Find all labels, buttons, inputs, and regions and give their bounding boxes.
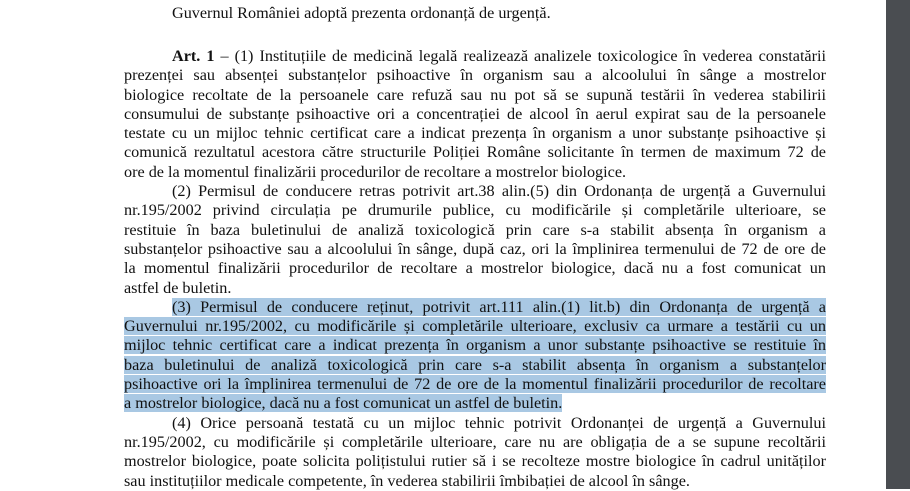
line-content <box>172 182 826 200</box>
line-content <box>172 298 826 316</box>
text-line[interactable] <box>124 143 826 162</box>
line-content <box>172 414 826 432</box>
line-content <box>172 4 551 22</box>
line-text: Guvernului nr.195/2002, cu modificările și completările ulterioare, exclusiv ca urmare a testării cu un <box>124 317 826 336</box>
line-text: testate cu un mijloc tehnic certificat care a indicat prezența în organism a unor substanțe psihoactive și <box>124 124 826 143</box>
line-text: substanțelor psihoactive sau a alcoolului în sânge, după caz, ori la împlinirea termenului de 72 de ore de <box>124 239 826 258</box>
selected-text-line[interactable] <box>124 356 826 375</box>
text-line[interactable] <box>124 433 826 452</box>
line-content <box>124 336 826 354</box>
line-content <box>172 47 826 65</box>
line-text: la momentul finalizării procedurilor de recoltare a mostrelor biologice, dacă nu a fost comunicat un <box>124 259 826 278</box>
text-line[interactable] <box>124 414 826 433</box>
line-content <box>124 317 826 335</box>
selected-text-line[interactable] <box>124 336 826 355</box>
line-content <box>124 240 826 258</box>
text-line[interactable] <box>124 279 826 298</box>
line-text: sau instituțiilor medicale competente, în vederea stabilirii îmbibației de alcool în sânge. <box>124 471 690 490</box>
viewer-background <box>886 0 910 489</box>
selected-text-line[interactable] <box>124 298 826 317</box>
text-line[interactable] <box>124 124 826 143</box>
line-text: baza buletinului de analiză toxicologică prin care s-a stabilit absența în organism a substanțelor <box>124 355 826 374</box>
text-line[interactable] <box>124 259 826 278</box>
line-content <box>124 143 826 161</box>
text-line[interactable] <box>124 221 826 240</box>
text-line[interactable] <box>124 452 826 471</box>
line-text: – (1) Instituțiile de medicină legală realizează analizele toxicologice în vederea constatării <box>214 46 826 65</box>
line-text: nr.195/2002, cu modificările și completările ulterioare, care nu are obligația de a se supune recoltării <box>124 432 826 451</box>
line-content <box>124 433 826 451</box>
line-content <box>124 279 231 297</box>
text-line[interactable] <box>124 201 826 220</box>
line-text: psihoactive ori la împlinirea termenului de 72 de ore de la momentul finalizării procedurilor de recoltare <box>124 375 826 394</box>
line-content <box>124 394 562 412</box>
line-text: biologice recoltate de la persoanele care refuză sau nu pot să se supună testării în vederea stabilirii <box>124 85 826 104</box>
line-text: comunică rezultatul acestora către structurile Poliției Române solicitante în termen de maximum 72 de <box>124 143 826 162</box>
line-text: (3) Permisul de conducere reținut, potrivit art.111 alin.(1) lit.b) din Ordonanța de urgență a <box>172 297 826 316</box>
line-text: Guvernul României adoptă prezenta ordonanță de urgență. <box>172 4 551 22</box>
text-line[interactable] <box>124 163 826 182</box>
line-content <box>124 375 826 393</box>
line-text: restituie în baza buletinului de analiză toxicologică prin care s-a stabilit absența în organism a <box>124 220 826 239</box>
line-content <box>124 472 690 490</box>
document-text[interactable] <box>124 4 826 491</box>
line-text: ore de la momentul finalizării procedurilor de recoltare a mostrelor biologice. <box>124 162 627 181</box>
line-text: prezenței sau absenței substanțelor psihoactive în organism sau a alcoolului în sânge a mostrelor <box>124 66 826 85</box>
line-content <box>124 452 826 470</box>
text-line[interactable] <box>124 105 826 124</box>
text-line[interactable] <box>124 182 826 201</box>
line-content <box>124 221 826 239</box>
line-text: astfel de buletin. <box>124 278 232 297</box>
line-content <box>124 356 826 374</box>
text-line[interactable] <box>124 47 826 66</box>
line-text: (2) Permisul de conducere retras potrivit art.38 alin.(5) din Ordonanța de urgență a Guvernului <box>172 182 826 201</box>
text-line[interactable] <box>124 86 826 105</box>
selected-text-line[interactable] <box>124 317 826 336</box>
selected-text-line[interactable] <box>124 375 826 394</box>
line-content <box>124 201 826 219</box>
selected-text-line[interactable] <box>124 394 826 413</box>
line-content <box>124 124 826 142</box>
text-line[interactable] <box>124 240 826 259</box>
line-text: mijloc tehnic certificat care a indicat prezența în organism a unor substanțe psihoactive se restituie în <box>124 336 826 355</box>
text-line[interactable] <box>124 66 826 85</box>
text-line[interactable] <box>124 4 826 23</box>
line-text: mostrelor biologice, poate solicita polițistului rutier să i se recolteze mostre biologice în cadrul unităților <box>124 452 826 471</box>
line-text: consumului de substanțe psihoactive ori a concentrației de alcool în aerul expirat sau de la persoanele <box>124 104 826 123</box>
line-text: nr.195/2002 privind circulația pe drumurile publice, cu modificările și completările ulterioare, se <box>124 201 826 220</box>
line-content <box>124 105 826 123</box>
line-content <box>124 86 826 104</box>
article-number: Art. 1 <box>172 46 215 65</box>
line-content <box>124 163 626 181</box>
line-text: a mostrelor biologice, dacă nu a fost comunicat un astfel de buletin. <box>124 394 563 413</box>
line-text: (4) Orice persoană testată cu un mijloc tehnic potrivit Ordonanței de urgență a Guvernului <box>172 413 826 432</box>
text-line[interactable] <box>124 472 826 491</box>
line-content <box>124 259 826 277</box>
line-content <box>124 66 826 84</box>
